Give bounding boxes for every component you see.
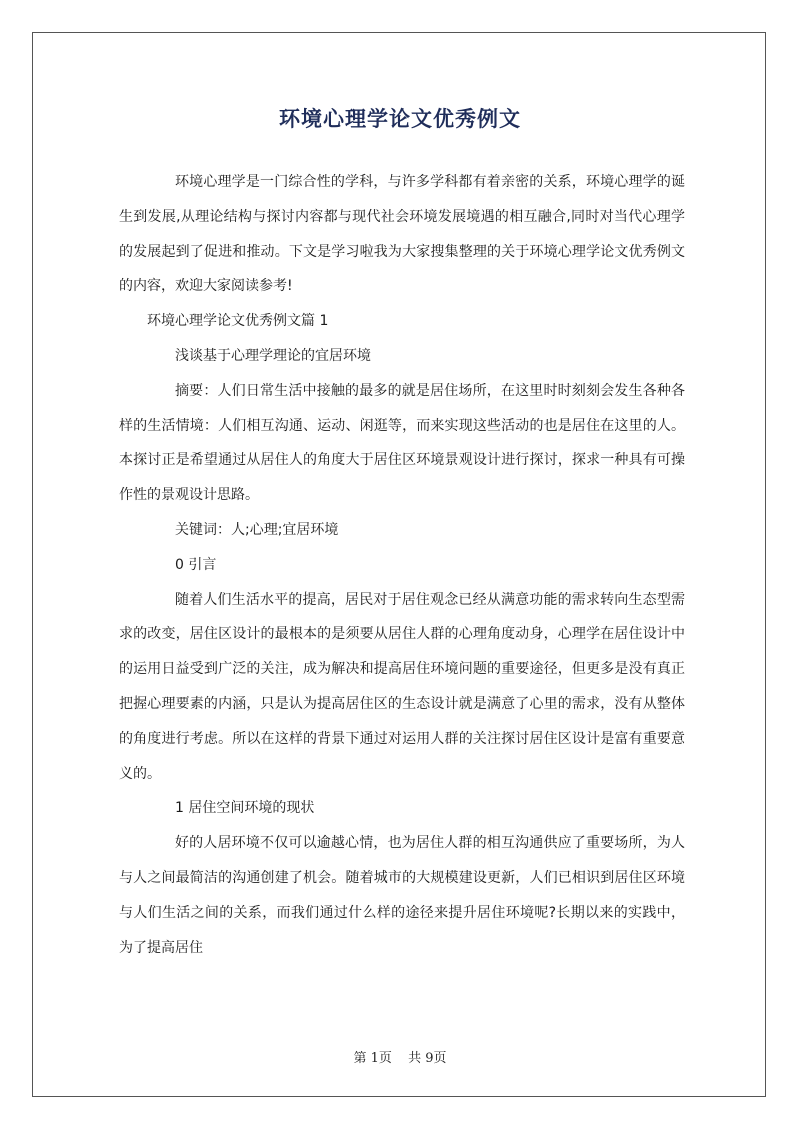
article-title: 浅谈基于心理学理论的宜居环境 bbox=[175, 347, 371, 364]
abstract-paragraph: 摘要：人们日常生活中接触的最多的就是居住场所，在这里时时刻刻会发生各种各样的生活情境：人们相互沟通、运动、闲逛等，而来实现这些活动的也是居住在这里的人。本探讨正是希望通过从居住人的角度大于居住区环境景观设计进行探讨，探求一种具有可操作性的景观设计思路。 bbox=[119, 382, 685, 504]
page-footer bbox=[0, 1047, 800, 1066]
body-paragraph: 随着人们生活水平的提高，居民对于居住观念已经从满意功能的需求转向生态型需求的改变，居住区设计的最根本的是须要从居住人群的心理角度动身，心理学在居住设计中的运用日益受到广泛的关注，成为解决和提高居住环境问题的重要途径，但更多是没有真正把握心理要素的内涵，只是认为提高居住区的生态设计就是满意了心里的需求，没有从整体的角度进行考虑。所以在这样的背景下通过对运用人群的关注探讨居住区设计是富有重要意义的。 bbox=[119, 591, 685, 782]
body-paragraph: 好的人居环境不仅可以逾越心情，也为居住人群的相互沟通供应了重要场所，为人与人之间最简洁的沟通创建了机会。随着城市的大规模建设更新，人们已相识到居住区环境与人们生活之间的关系，而我们通过什么样的途径来提升居住环境呢?长期以来的实践中，为了提高居住 bbox=[119, 835, 685, 956]
page-number-total: 共 9页 bbox=[408, 1051, 447, 1066]
subheading-introduction: 0 引言 bbox=[175, 556, 217, 573]
keywords-line: 关键词：人;心理;宜居环境 bbox=[175, 521, 339, 538]
subheading-section-1: 1 居住空间环境的现状 bbox=[175, 800, 315, 817]
page-number-current: 第 1页 bbox=[353, 1051, 392, 1066]
intro-paragraph: 环境心理学是一门综合性的学科，与许多学科都有着亲密的关系，环境心理学的诞生到发展,从理论结构与探讨内容都与现代社会环境发展境遇的相互融合,同时对当代心理学的发展起到了促进和推动。下文是学习啦我为大家搜集整理的关于环境心理学论文优秀例文的内容，欢迎大家阅读参考! bbox=[119, 174, 685, 295]
document-body bbox=[119, 165, 685, 965]
section-heading: 环境心理学论文优秀例文篇 1 bbox=[147, 313, 329, 330]
document-title: 环境心理学论文优秀例文 bbox=[279, 107, 521, 131]
